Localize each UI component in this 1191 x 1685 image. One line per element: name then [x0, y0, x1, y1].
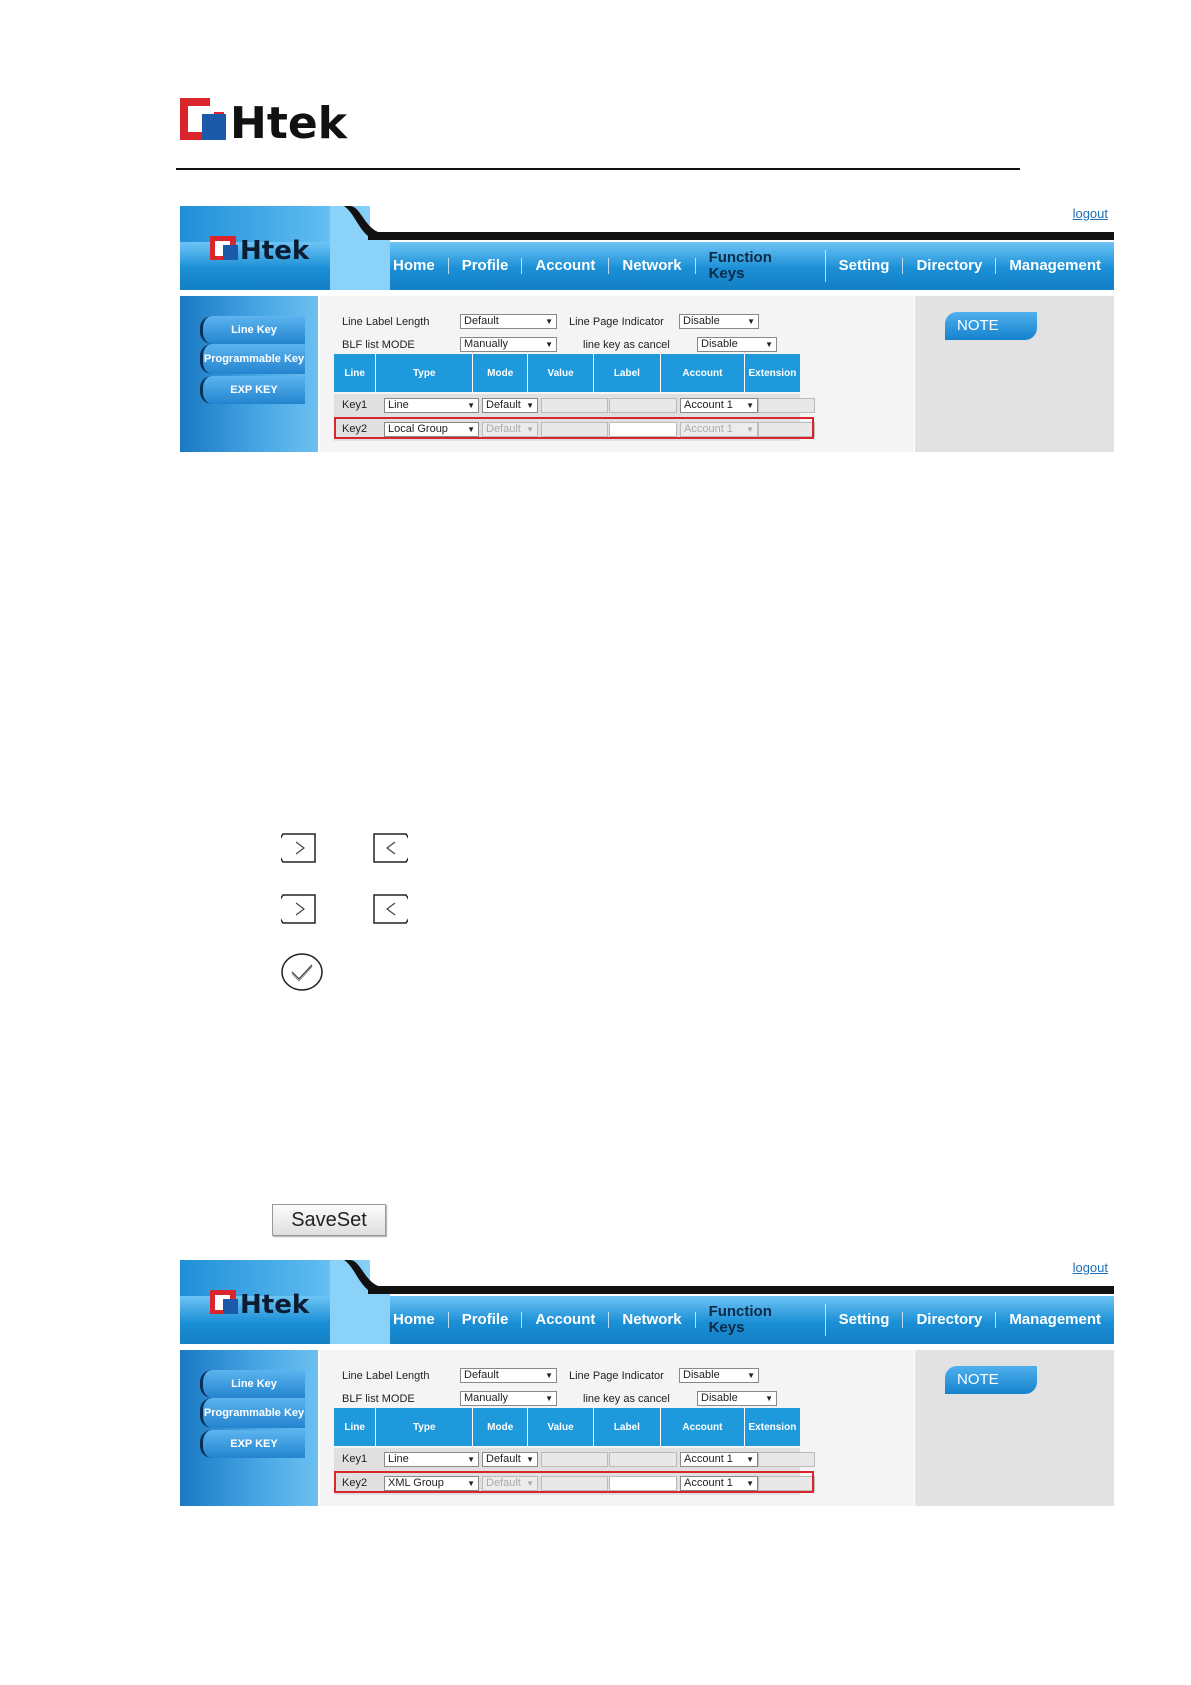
- row1-line: Key1: [342, 399, 368, 411]
- col-account: Account: [661, 354, 745, 392]
- row1-extension-input[interactable]: [758, 1452, 815, 1467]
- nav-function-keys[interactable]: Function Keys: [696, 250, 826, 282]
- nav-function-keys[interactable]: Function Keys: [696, 1304, 826, 1336]
- nav-network[interactable]: Network: [609, 1312, 695, 1328]
- row1-value-input[interactable]: [541, 1452, 608, 1467]
- row2-line: Key2: [342, 423, 368, 435]
- left-arrow-key-icon: [372, 893, 408, 925]
- nav-setting[interactable]: Setting: [826, 258, 904, 274]
- blf-list-mode-select[interactable]: Manually ▼: [460, 337, 557, 352]
- blf-list-mode-label: BLF list MODE: [342, 1393, 415, 1405]
- line-label-length-label: Line Label Length: [342, 316, 430, 328]
- line-label-length-select[interactable]: Default ▼: [460, 1368, 557, 1383]
- nav-account[interactable]: Account: [522, 1312, 609, 1328]
- sidebar: [180, 296, 318, 452]
- line-page-indicator-label: Line Page Indicator: [569, 316, 664, 328]
- htek-logo-small: [210, 1288, 326, 1318]
- row2-type-select[interactable]: Local Group ▼: [384, 422, 479, 437]
- logout-link[interactable]: logout: [1072, 1260, 1108, 1275]
- row2-mode-select: Default ▼: [482, 422, 538, 437]
- col-value: Value: [528, 1408, 593, 1446]
- htek-logo-small: [210, 234, 326, 264]
- row2-account-select: Account 1 ▼: [680, 422, 758, 437]
- col-line: Line: [334, 1408, 376, 1446]
- nav-home[interactable]: Home: [380, 258, 449, 274]
- note-panel: [915, 1350, 1114, 1506]
- highlight-box: [334, 1471, 814, 1493]
- line-label-length-select[interactable]: Default ▼: [460, 314, 557, 329]
- nav-account[interactable]: Account: [522, 258, 609, 274]
- col-extension: Extension: [745, 1408, 800, 1446]
- row1-account-select[interactable]: Account 1 ▼: [680, 1452, 758, 1467]
- row1-label-input[interactable]: [609, 1452, 677, 1467]
- row1-type-select[interactable]: Line ▼: [384, 1452, 479, 1467]
- htek-logo: [180, 96, 370, 144]
- nav-directory[interactable]: Directory: [903, 258, 996, 274]
- svg-text:Htek: Htek: [240, 1290, 310, 1318]
- header-black-bar: [368, 232, 1114, 240]
- logout-link[interactable]: logout: [1072, 206, 1108, 221]
- row2-account-select[interactable]: Account 1 ▼: [680, 1476, 758, 1491]
- sidebar-item-line-key[interactable]: Line Key: [200, 316, 305, 344]
- svg-text:Htek: Htek: [240, 236, 310, 264]
- right-arrow-key-icon: [281, 832, 317, 864]
- row2-line: Key2: [342, 1477, 368, 1489]
- row1-mode-select[interactable]: Default ▼: [482, 1452, 538, 1467]
- nav-management[interactable]: Management: [1009, 1311, 1101, 1328]
- nav-directory[interactable]: Directory: [903, 1312, 996, 1328]
- sidebar: [180, 1350, 318, 1506]
- right-arrow-key-icon: [281, 893, 317, 925]
- sidebar-item-exp-key[interactable]: EXP KEY: [200, 376, 305, 404]
- highlight-box: [334, 417, 814, 439]
- line-key-as-cancel-label: line key as cancel: [583, 339, 670, 351]
- nav-home[interactable]: Home: [380, 1312, 449, 1328]
- web-ui-screenshot-top: [180, 206, 1114, 452]
- line-page-indicator-select[interactable]: Disable ▼: [679, 314, 759, 329]
- col-mode: Mode: [473, 1408, 528, 1446]
- line-key-as-cancel-select[interactable]: Disable ▼: [697, 337, 777, 352]
- main-nav: [380, 1296, 1114, 1344]
- nav-network[interactable]: Network: [609, 258, 695, 274]
- row2-mode-select: Default ▼: [482, 1476, 538, 1491]
- sidebar-item-line-key[interactable]: Line Key: [200, 1370, 305, 1398]
- row1-value-input[interactable]: [541, 398, 608, 413]
- note-tab: NOTE: [945, 1366, 1037, 1394]
- row1-label-input[interactable]: [609, 398, 677, 413]
- col-label: Label: [594, 1408, 661, 1446]
- table-header: [334, 1408, 800, 1446]
- blf-list-mode-label: BLF list MODE: [342, 339, 415, 351]
- col-type: Type: [376, 1408, 473, 1446]
- sidebar-item-programmable-key[interactable]: Programmable Key: [200, 344, 305, 374]
- note-tab: NOTE: [945, 312, 1037, 340]
- line-page-indicator-select[interactable]: Disable ▼: [679, 1368, 759, 1383]
- nav-profile[interactable]: Profile: [449, 1312, 523, 1328]
- col-line: Line: [334, 354, 376, 392]
- col-label: Label: [594, 354, 661, 392]
- sidebar-item-programmable-key[interactable]: Programmable Key: [200, 1398, 305, 1428]
- function-keys-panel: [320, 1350, 914, 1506]
- ok-key-icon: [281, 953, 323, 991]
- line-page-indicator-label: Line Page Indicator: [569, 1370, 664, 1382]
- header-rule: [176, 168, 1020, 170]
- row1-account-select[interactable]: Account 1 ▼: [680, 398, 758, 413]
- row1-type-select[interactable]: Line ▼: [384, 398, 479, 413]
- row1-extension-input[interactable]: [758, 398, 815, 413]
- nav-setting[interactable]: Setting: [826, 1312, 904, 1328]
- row1-line: Key1: [342, 1453, 368, 1465]
- sidebar-item-exp-key[interactable]: EXP KEY: [200, 1430, 305, 1458]
- col-mode: Mode: [473, 354, 528, 392]
- saveset-button[interactable]: SaveSet: [272, 1204, 386, 1236]
- logo-text: Htek: [230, 98, 347, 144]
- blf-list-mode-select[interactable]: Manually ▼: [460, 1391, 557, 1406]
- function-keys-panel: [320, 296, 914, 452]
- line-label-length-label: Line Label Length: [342, 1370, 430, 1382]
- note-panel: [915, 296, 1114, 452]
- line-key-as-cancel-select[interactable]: Disable ▼: [697, 1391, 777, 1406]
- col-type: Type: [376, 354, 473, 392]
- table-header: [334, 354, 800, 392]
- col-extension: Extension: [745, 354, 800, 392]
- nav-profile[interactable]: Profile: [449, 258, 523, 274]
- header-black-bar: [368, 1286, 1114, 1294]
- line-key-as-cancel-label: line key as cancel: [583, 1393, 670, 1405]
- row2-type-select[interactable]: XML Group ▼: [384, 1476, 479, 1491]
- nav-management[interactable]: Management: [1009, 257, 1101, 274]
- col-account: Account: [661, 1408, 745, 1446]
- col-value: Value: [528, 354, 593, 392]
- main-nav: [380, 242, 1114, 290]
- web-ui-screenshot-bottom: [180, 1260, 1114, 1506]
- left-arrow-key-icon: [372, 832, 408, 864]
- row1-mode-select[interactable]: Default ▼: [482, 398, 538, 413]
